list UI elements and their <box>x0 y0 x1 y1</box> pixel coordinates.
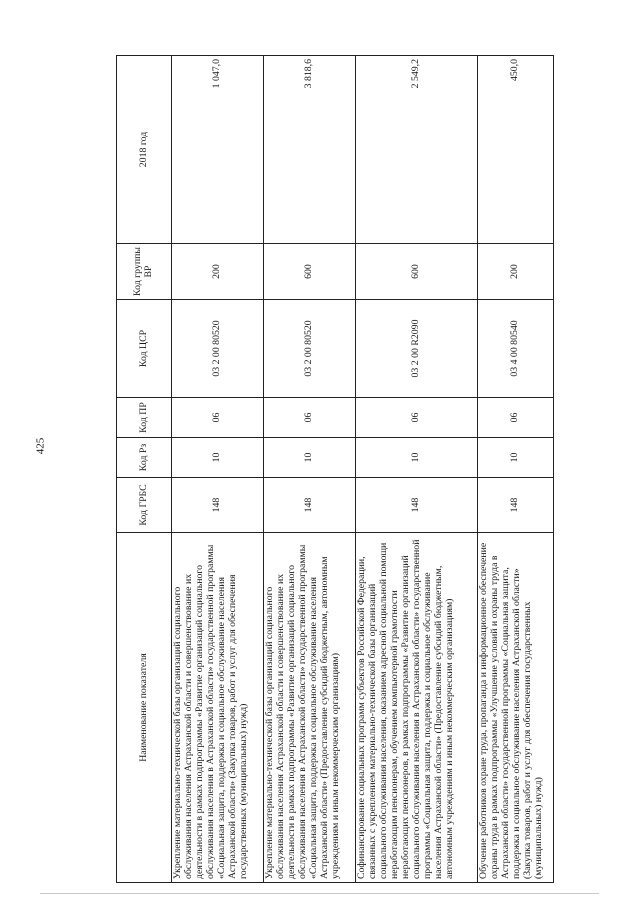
row-pr: 06 <box>356 398 478 438</box>
budget-table-rotated <box>116 56 544 883</box>
row-pr: 06 <box>172 398 264 438</box>
table-row <box>264 56 356 883</box>
header-vr: Код группы ВР <box>117 244 172 300</box>
row-amount: 3 818,6 <box>264 56 356 244</box>
header-row <box>117 56 172 883</box>
row-name: Софинансирование социальных программ субъектов Российской Федерации, связанных с укреплением материально-технической базы организаций социального обслуживания населения, оказанием адресной социальной помощи неработающим пенсионерам, обучением компьютерной грамотности неработающих пенсионеров, в рамках подпрограммы «Развитие организаций социального обслуживания населения в Астраханской области» государственной программы «Социальная защита, поддержка и социальное обслуживание населения Астраханской области» (Предоставление субсидий бюджетным, автономным учреждениям и иным некоммерческим организациям) <box>356 533 478 883</box>
row-csr: 03 2 00 80520 <box>264 300 356 398</box>
row-grbs: 148 <box>356 478 478 533</box>
row-grbs: 148 <box>478 478 554 533</box>
header-name: Наименование показателя <box>117 533 172 883</box>
table-row <box>172 56 264 883</box>
table-row <box>478 56 554 883</box>
row-vr: 200 <box>478 244 554 300</box>
row-rz: 10 <box>478 438 554 478</box>
scan-edge-rule <box>40 893 599 894</box>
row-grbs: 148 <box>172 478 264 533</box>
row-vr: 200 <box>172 244 264 300</box>
row-csr: 03 4 00 80540 <box>478 300 554 398</box>
row-name: Укрепление материально-технической базы организаций социального обслуживания населения Астраханской области и совершенствование их деятельности в рамках подпрограммы «Развитие организаций социального обслуживания населения в Астраханской области» государственной программы «Социальная защита, поддержка и социальное обслуживание населения Астраханской области» (Предоставление субсидий бюджетным, автономным учреждениям и иным некоммерческим организациям) <box>264 533 356 883</box>
row-vr: 600 <box>356 244 478 300</box>
header-grbs: Код ГРБС <box>117 478 172 533</box>
row-rz: 10 <box>356 438 478 478</box>
header-year: 2018 год <box>117 56 172 244</box>
table-row <box>356 56 478 883</box>
row-pr: 06 <box>478 398 554 438</box>
row-csr: 03 2 00 R2090 <box>356 300 478 398</box>
header-pr: Код ПР <box>117 398 172 438</box>
row-csr: 03 2 00 80520 <box>172 300 264 398</box>
row-rz: 10 <box>172 438 264 478</box>
budget-table <box>116 55 554 883</box>
page-number: 425 <box>34 437 47 455</box>
row-amount: 1 047,0 <box>172 56 264 244</box>
row-vr: 600 <box>264 244 356 300</box>
row-rz: 10 <box>264 438 356 478</box>
header-rz: Код Рз <box>117 438 172 478</box>
row-name: Обучение работников охране труда, пропаганда и информационное обеспечение охраны труда в рамках подпрограммы «Улучшение условий и охраны труда в Астраханской области» государственной программы «Социальная защита, поддержка и социальное обслуживание населения Астраханской области» (Закупка товаров, работ и услуг для обеспечения государственных (муниципальных) нужд) <box>478 533 554 883</box>
row-pr: 06 <box>264 398 356 438</box>
row-amount: 2 549,2 <box>356 56 478 244</box>
row-amount: 450,0 <box>478 56 554 244</box>
row-grbs: 148 <box>264 478 356 533</box>
header-csr: Код ЦСР <box>117 300 172 398</box>
row-name: Укрепление материально-технической базы организаций социального обслуживания населения Астраханской области и совершенствование их деятельности в рамках подпрограммы «Развитие организаций социального обслуживания населения в Астраханской области» государственной программы «Социальная защита, поддержка и социальное обслуживание населения Астраханской области» (Закупка товаров, работ и услуг для обеспечения государственных (муниципальных) нужд) <box>172 533 264 883</box>
